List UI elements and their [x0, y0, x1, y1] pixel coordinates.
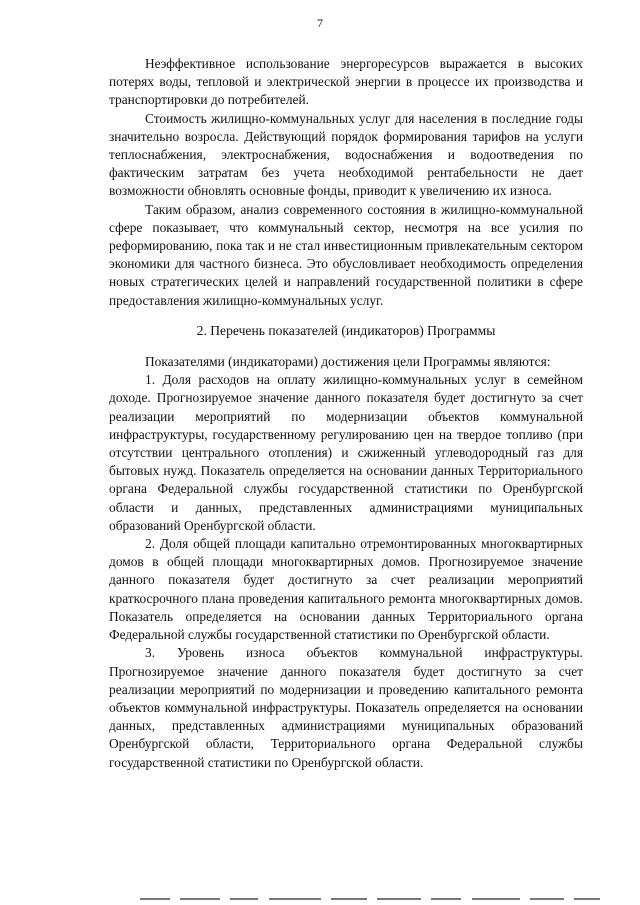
indicator-item-3: 3. Уровень износа объектов коммунальной инфраструктуры. Прогнозируемое значение данного показателя будет достигнуто за счет реализации мероприятий по модернизации и проведению капитального ремонта объектов коммунальной инфраструктуры. Показатель определяется на основании данных, представленных администрациями муниципальных образований Оренбургской области, Территориального органа Федеральной службы государственной статистики по Оренбургской области. [109, 645, 583, 770]
cut-off-text-line [140, 895, 600, 901]
indicator-item-1: 1. Доля расходов на оплату жилищно-коммунальных услуг в семейном доходе. Прогнозируемое значение данного показателя будет достигнуто за счет реализации мероприятий по модернизации объектов коммунальной инфраструктуры, государственному регулированию цен на твердое топливо (при отсутствии центрального отопления) и сжиженный углеводородный газ для бытовых нужд. Показатель определяется на основании данных Территориального органа Федеральной службы государственной статистики по Оренбургской области и данных, представленных администрациями муниципальных образований Оренбургской области. [109, 372, 583, 533]
paragraph-energy-losses: Неэффективное использование энергоресурсов выражается в высоких потерях воды, тепловой и электрической энергии в процессе их производства и транспортировки до потребителей. [109, 56, 583, 108]
paragraph-utility-costs: Стоимость жилищно-коммунальных услуг для населения в последние годы значительно возросла. Действующий порядок формирования тарифов на услуги теплоснабжения, электроснабжения, водоснабжения и водоотведения по фактическим затратам без учета необходимой рентабельности не дает возможности обновлять основные фонды, приводит к увеличению их износа. [109, 110, 583, 199]
page-number: 7 [317, 16, 323, 30]
paragraph-conclusion: Таким образом, анализ современного состояния в жилищно-коммунальной сфере показывает, что коммунальный сектор, несмотря на все усилия по реформированию, пока так и не стал инвестиционным привлекательным сектором экономики для частного бизнеса. Это обусловливает необходимость определения новых стратегических целей и направлений государственной политики в сфере предоставления жилищно-коммунальных услуг. [109, 201, 583, 308]
page-content [109, 55, 583, 772]
section-heading: 2. Перечень показателей (индикаторов) Программы [196, 322, 496, 338]
indicators-lead: Показателями (индикаторами) достижения цели Программы являются: [145, 354, 551, 370]
indicator-item-2: 2. Доля общей площади капитально отремонтированных многоквартирных домов в общей площади многоквартирных домов. Прогнозируемое значение данного показателя будет достигнуто за счет реализации мероприятий краткосрочного плана проведения капитального ремонта многоквартирных домов. Показатель определяется на основании данных Территориального органа Федеральной службы государственной статистики по Оренбургской области. [109, 536, 583, 643]
